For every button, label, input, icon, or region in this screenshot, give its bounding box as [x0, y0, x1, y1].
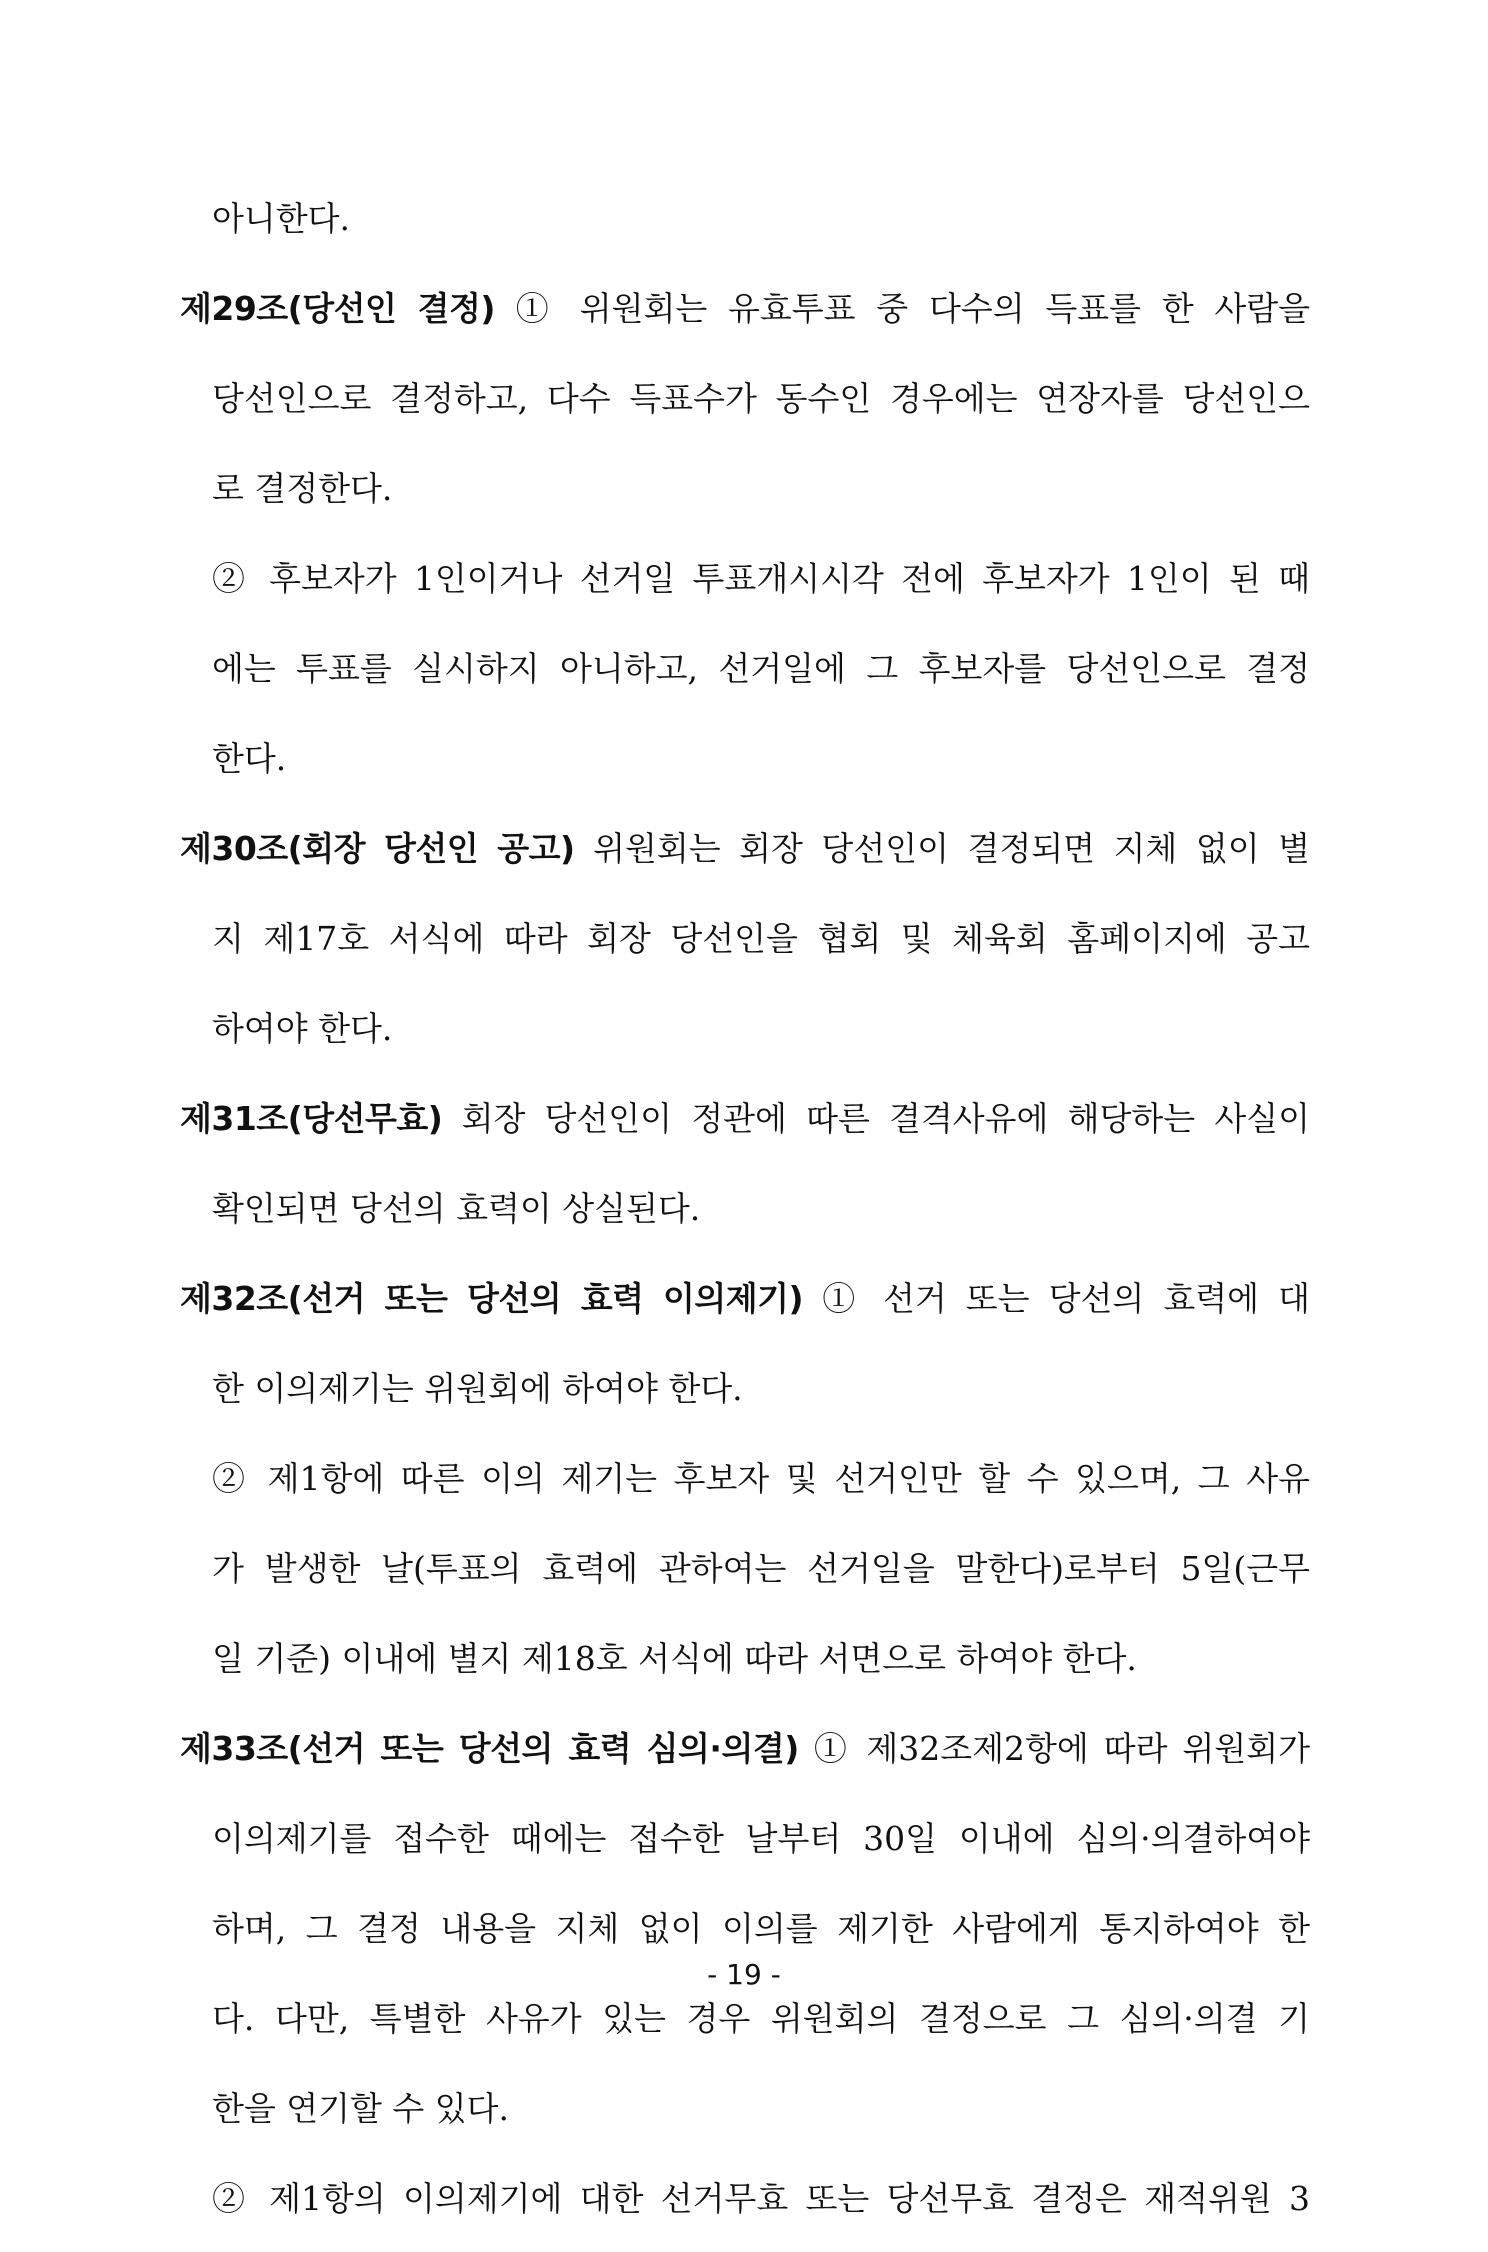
line-text: 로 결정한다.: [212, 469, 393, 508]
line-text: 확인되면 당선의 효력이 상실된다.: [212, 1189, 701, 1228]
body-text-line: [180, 632, 1310, 722]
line-text: 일 기준) 이내에 별지 제18호 서식에 따라 서면으로 하여야 한다.: [212, 1639, 1137, 1678]
article-heading-line: [180, 1712, 1310, 1802]
body-text-line: [180, 992, 1310, 1082]
line-text: 당선인으로 결정하고, 다수 득표수가 동수인 경우에는 연장자를 당선인으: [212, 379, 1310, 418]
line-text: 한다.: [212, 739, 287, 778]
line-text: 회장 당선인이 정관에 따른 결격사유에 해당하는 사실이: [442, 1099, 1310, 1138]
body-text-line: [180, 1172, 1310, 1262]
line-text: 하여야 한다.: [212, 1009, 393, 1048]
page-number: - 19 -: [707, 1958, 781, 1991]
body-text-line: [180, 2072, 1310, 2162]
line-text: 하며, 그 결정 내용을 지체 없이 이의를 제기한 사람에게 통지하여야 한: [212, 1909, 1310, 1948]
document-body: [180, 182, 1310, 2252]
body-text-line: [180, 1982, 1310, 2072]
line-text: 위원회는 회장 당선인이 결정되면 지체 없이 별: [574, 829, 1310, 868]
article-heading-line: [180, 812, 1310, 902]
line-text: 이의제기를 접수한 때에는 접수한 날부터 30일 이내에 심의·의결하여야: [212, 1819, 1310, 1858]
body-text-line: [180, 1352, 1310, 1442]
line-text: 아니한다.: [212, 199, 351, 238]
line-text: 가 발생한 날(투표의 효력에 관하여는 선거일을 말한다)로부터 5일(근무: [212, 1549, 1310, 1588]
body-text-line: [180, 182, 1310, 272]
body-text-line: [180, 1442, 1310, 1532]
article-heading-line: [180, 272, 1310, 362]
line-text: 지 제17호 서식에 따라 회장 당선인을 협회 및 체육회 홈페이지에 공고: [212, 919, 1310, 958]
line-text: 다. 다만, 특별한 사유가 있는 경우 위원회의 결정으로 그 심의·의결 기: [212, 1999, 1310, 2038]
article-heading-line: [180, 1082, 1310, 1172]
line-text: ② 제1항의 이의제기에 대한 선거무효 또는 당선무효 결정은 재적위원 3: [212, 2179, 1310, 2218]
article-title: 제30조(회장 당선인 공고): [180, 829, 575, 868]
body-text-line: [180, 902, 1310, 992]
body-text-line: [180, 1622, 1310, 1712]
line-text: 한을 연기할 수 있다.: [212, 2089, 509, 2128]
body-text-line: [180, 362, 1310, 452]
body-text-line: [180, 542, 1310, 632]
line-text: ① 선거 또는 당선의 효력에 대: [803, 1279, 1310, 1318]
line-text: 한 이의제기는 위원회에 하여야 한다.: [212, 1369, 743, 1408]
line-text: ② 후보자가 1인이거나 선거일 투표개시시각 전에 후보자가 1인이 된 때: [212, 559, 1310, 598]
body-text-line: [180, 452, 1310, 542]
body-text-line: [180, 722, 1310, 812]
body-text-line: [180, 2162, 1310, 2252]
article-heading-line: [180, 1262, 1310, 1352]
line-text: ② 제1항에 따른 이의 제기는 후보자 및 선거인만 할 수 있으며, 그 사유: [212, 1459, 1310, 1498]
article-title: 제32조(선거 또는 당선의 효력 이의제기): [180, 1279, 804, 1318]
line-text: 에는 투표를 실시하지 아니하고, 선거일에 그 후보자를 당선인으로 결정: [212, 649, 1310, 688]
line-text: ① 위원회는 유효투표 중 다수의 득표를 한 사람을: [495, 289, 1310, 328]
line-text: ① 제32조제2항에 따라 위원회가: [798, 1729, 1310, 1768]
article-title: 제33조(선거 또는 당선의 효력 심의·의결): [180, 1729, 799, 1768]
body-text-line: [180, 1802, 1310, 1892]
body-text-line: [180, 1532, 1310, 1622]
article-title: 제29조(당선인 결정): [180, 289, 495, 328]
article-title: 제31조(당선무효): [180, 1099, 443, 1138]
